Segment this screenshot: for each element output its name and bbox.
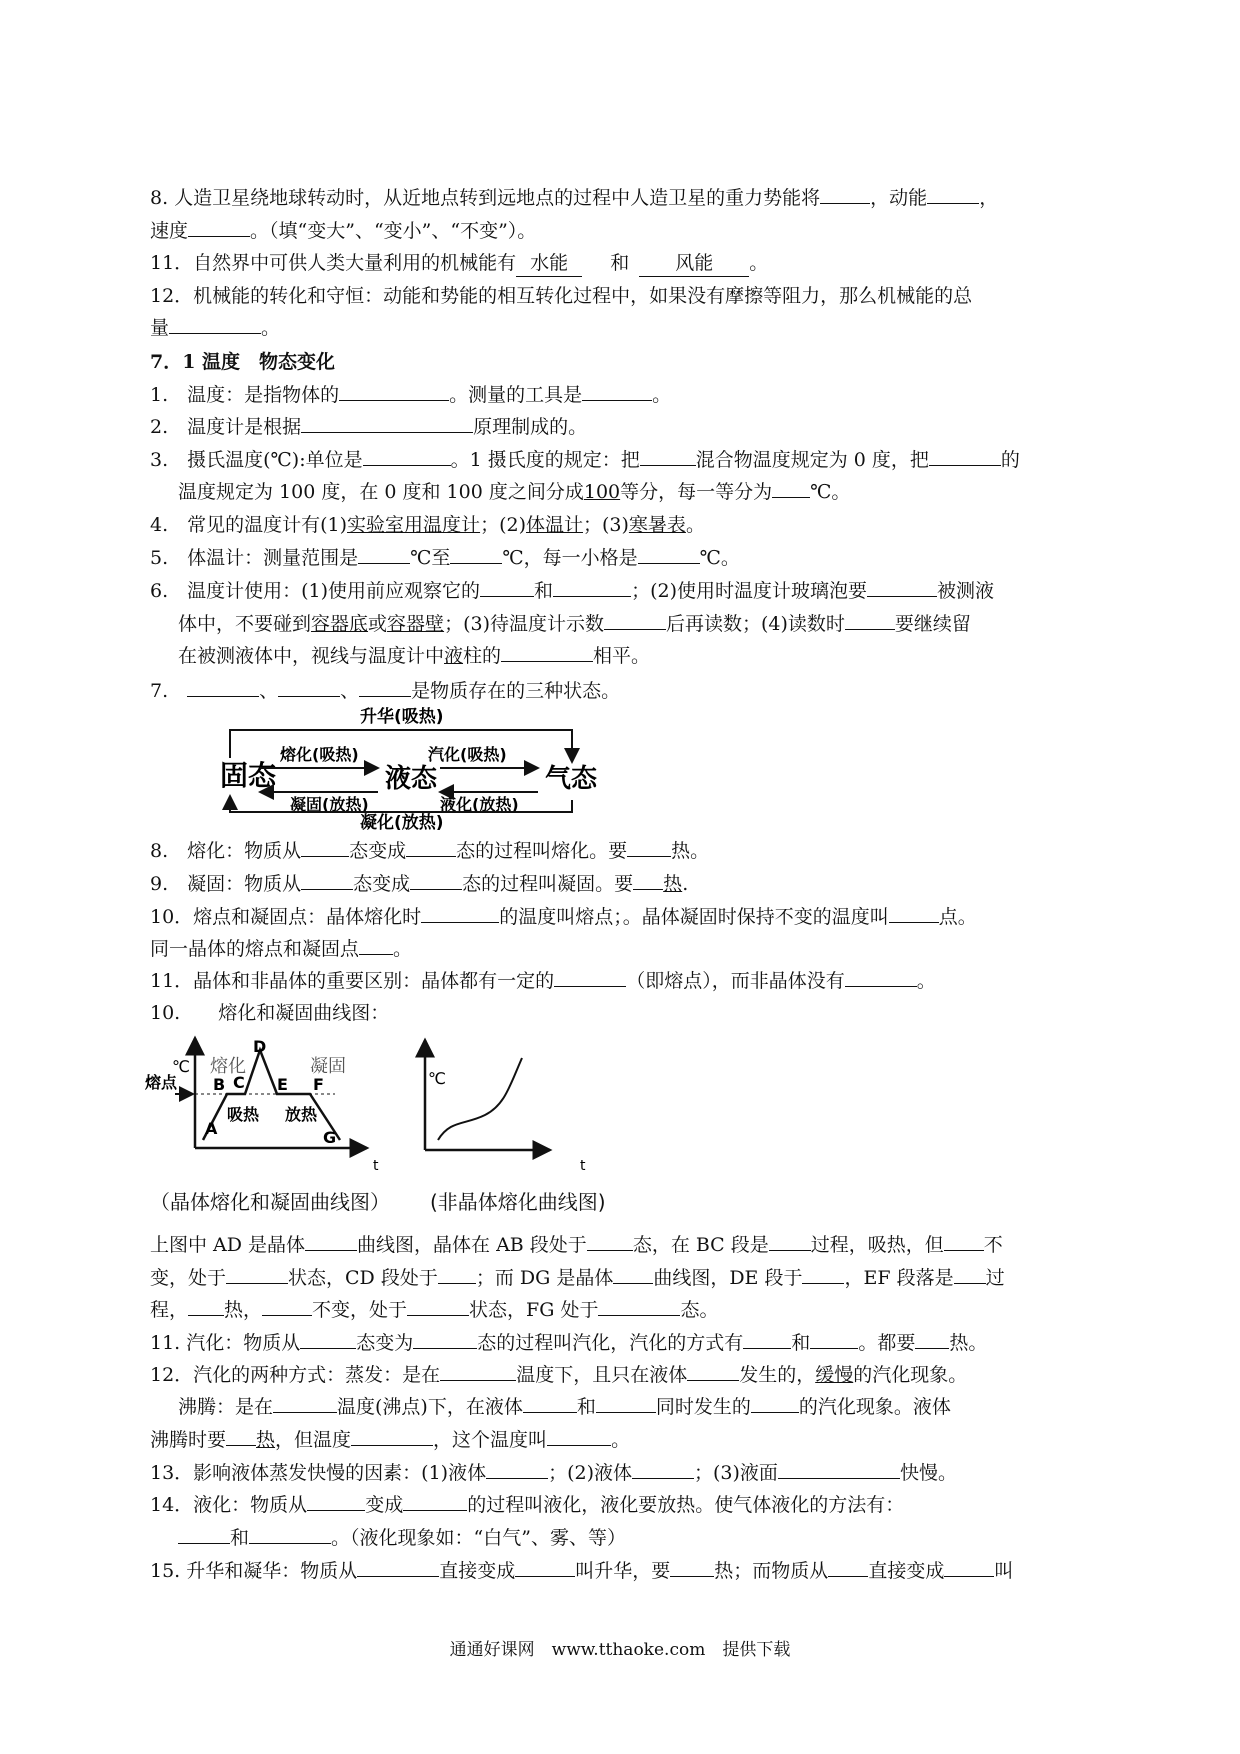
sublimation-label: 升华(吸热) (360, 707, 444, 727)
item-1: 1. 温度：是指物体的 。测量的工具是 。 (150, 384, 672, 406)
blank[interactable] (301, 414, 473, 433)
blank[interactable] (351, 1427, 433, 1446)
blank[interactable] (278, 678, 340, 697)
blank[interactable] (596, 1394, 656, 1413)
blank[interactable] (188, 218, 250, 237)
item-6-line1: 6. 温度计使用：(1)使用前应观察它的 和 ；(2)使用时温度计玻璃泡要 被测液 (150, 580, 994, 602)
blank[interactable] (407, 1297, 469, 1316)
blank[interactable] (915, 1330, 949, 1349)
blank[interactable] (359, 936, 393, 955)
blank[interactable] (357, 1558, 439, 1577)
time-axis-label: t (373, 1158, 379, 1174)
blank[interactable] (438, 1265, 476, 1284)
question-12-line1: 12．机械能的转化和守恒：动能和势能的相互转化过程中，如果没有摩擦等阻力，那么机械能的总 (150, 285, 973, 307)
blank[interactable] (300, 1330, 356, 1349)
solid-label: 固态 (220, 759, 277, 792)
blank[interactable] (480, 578, 534, 597)
blank[interactable] (262, 1297, 312, 1316)
question-15: 15. 升华和凝华：物质从 直接变成 叫升华，要 热；而物质从 直接变成 叫 (150, 1560, 1014, 1582)
blank[interactable] (450, 545, 502, 564)
blank[interactable] (604, 611, 666, 630)
blank[interactable] (778, 1460, 900, 1479)
blank[interactable] (410, 871, 462, 890)
item-10-line2: 同一晶体的熔点和凝固点 。 (150, 938, 413, 960)
absorb-label: 吸热 (227, 1105, 260, 1124)
blank[interactable] (187, 678, 259, 697)
blank[interactable] (486, 1460, 548, 1479)
caption-crystal: （晶体熔化和凝固曲线图） (150, 1190, 390, 1214)
item-9: 9. 凝固：物质从 态变成 态的过程叫凝固。要 热. (150, 873, 689, 895)
question-8-line1: 8. 人造卫星绕地球转动时，从近地点转到远地点的过程中人造卫星的重力势能将 ，动能 ， (150, 187, 999, 209)
blank[interactable] (828, 1558, 868, 1577)
blank[interactable] (929, 447, 1001, 466)
liquefying-label: 液化(放热) (440, 795, 519, 814)
blank[interactable] (627, 838, 671, 857)
question-12-line2: 量 。 (150, 317, 281, 339)
vaporizing-label: 汽化(吸热) (428, 745, 507, 764)
blank[interactable] (613, 1265, 653, 1284)
gas-label: 气态 (545, 764, 598, 794)
point-e: E (277, 1075, 288, 1094)
blank[interactable] (523, 1394, 577, 1413)
question-12-boiling: 沸腾：是在 温度(沸点)下，在液体 和 同时发生的 的汽化现象。液体 (178, 1396, 951, 1418)
point-g: G (323, 1128, 337, 1147)
blank[interactable] (403, 1492, 467, 1511)
filled-answer: 水能 (516, 250, 582, 277)
celsius-label: ℃ (172, 1057, 190, 1076)
blank[interactable] (440, 1362, 516, 1381)
blank[interactable] (358, 545, 410, 564)
blank[interactable] (598, 1297, 680, 1316)
blank[interactable] (501, 643, 593, 662)
point-a: A (205, 1119, 218, 1138)
item-11: 11．晶体和非晶体的重要区别：晶体都有一定的 （即熔点），而非晶体没有 。 (150, 970, 936, 992)
question-12-boiling-2: 沸腾时要 热，但温度 ，这个温度叫 。 (150, 1429, 631, 1451)
item-3-line2: 温度规定为 100 度，在 0 度和 100 度之间分成100等分，每一等分为 ℃。 (178, 481, 851, 503)
blank[interactable] (640, 447, 696, 466)
item-3-line1: 3. 摄氏温度(℃):单位是 。1 摄氏度的规定：把 混合物温度规定为 0 度，把 的 (150, 449, 1020, 471)
point-c: C (233, 1073, 245, 1092)
blank[interactable] (889, 904, 939, 923)
melting-point-label: 熔点 (145, 1073, 178, 1092)
blank[interactable] (188, 1297, 224, 1316)
item-8: 8. 熔化：物质从 态变成 态的过程叫熔化。要 热。 (150, 840, 710, 862)
item-4: 4. 常见的温度计有(1)实验室用温度计；(2)体温计；(3)寒暑表。 (150, 514, 705, 536)
blank[interactable] (226, 1427, 256, 1446)
melting-label: 熔化(吸热) (280, 745, 359, 764)
blank[interactable] (867, 578, 937, 597)
para-line1: 上图中 AD 是晶体 曲线图，晶体在 AB 段处于 态，在 BC 段是 过程，吸热，但 不 (150, 1234, 1003, 1256)
para-line3: 程， 热， 不变，处于 状态，FG 处于 态。 (150, 1299, 719, 1321)
blank[interactable] (169, 315, 261, 334)
point-d: D (253, 1037, 267, 1056)
solidifying-label: 凝固(放热) (290, 795, 369, 814)
blank[interactable] (944, 1558, 994, 1577)
item-6-line2: 体中，不要碰到容器底或容器壁；(3)待温度计示数 后再读数；(4)读数时 要继续留 (178, 613, 971, 635)
item-10-curves-title: 10. 熔化和凝固曲线图： (150, 1002, 390, 1024)
blank[interactable] (273, 1394, 337, 1413)
blank[interactable] (845, 968, 917, 987)
question-14-line1: 14．液化：物质从 变成 的过程叫液化，液化要放热。使气体液化的方法有： (150, 1494, 905, 1516)
item-2: 2. 温度计是根据 原理制成的。 (150, 416, 588, 438)
blank[interactable] (638, 545, 700, 564)
blank[interactable] (587, 1232, 633, 1251)
blank[interactable] (772, 479, 810, 498)
time-axis-label: t (580, 1158, 586, 1174)
crystal-curve-diagram (145, 1030, 385, 1180)
blank[interactable] (670, 1558, 714, 1577)
blank[interactable] (249, 1525, 331, 1544)
melt-label: 熔化 (210, 1056, 246, 1077)
blank[interactable] (687, 1362, 739, 1381)
blank[interactable] (769, 1232, 811, 1251)
question-11-vaporization: 11. 汽化：物质从 态变为 态的过程叫汽化，汽化的方式有 和 。都要 热。 (150, 1332, 988, 1354)
blank[interactable] (632, 1460, 694, 1479)
blank[interactable] (339, 382, 449, 401)
liquid-label: 液态 (385, 764, 438, 794)
amorphous-curve-diagram (410, 1030, 610, 1180)
blank[interactable] (553, 578, 631, 597)
section-title: 7．1 温度 物态变化 (150, 351, 336, 373)
release-label: 放热 (285, 1105, 318, 1124)
blank[interactable] (927, 185, 979, 204)
blank[interactable] (406, 838, 456, 857)
blank[interactable] (633, 871, 663, 890)
blank[interactable] (413, 1330, 477, 1349)
point-f: F (313, 1075, 324, 1094)
blank[interactable] (301, 871, 353, 890)
blank[interactable] (226, 1265, 288, 1284)
blank[interactable] (554, 968, 626, 987)
question-11-line: 11．自然界中可供人类大量利用的机械能有 水能 和 风能 。 (150, 250, 768, 277)
blank[interactable] (743, 1330, 791, 1349)
blank[interactable] (178, 1525, 230, 1544)
blank[interactable] (820, 185, 870, 204)
page-footer: 通通好课网 www.tthaoke.com 提供下载 (449, 1640, 791, 1660)
solidify-label: 凝固 (310, 1056, 346, 1077)
item-10-line1: 10．熔点和凝固点：晶体熔化时 的温度叫熔点；。晶体凝固时保持不变的温度叫 点。 (150, 906, 977, 928)
blank[interactable] (954, 1265, 986, 1284)
blank[interactable] (944, 1232, 984, 1251)
celsius-label: ℃ (428, 1069, 446, 1088)
blank[interactable] (301, 838, 349, 857)
blank[interactable] (363, 447, 451, 466)
blank[interactable] (515, 1558, 575, 1577)
point-b: B (213, 1075, 226, 1094)
blank[interactable] (421, 904, 499, 923)
deposition-label: 凝化(放热) (360, 813, 444, 830)
question-14-line2: 和 。（液化现象如：“白气”、雾、等） (178, 1525, 626, 1551)
blank[interactable] (305, 1232, 357, 1251)
blank[interactable] (751, 1394, 799, 1413)
item-5: 5. 体温计：测量范围是 ℃至 ℃，每一小格是 ℃。 (150, 547, 740, 569)
blank[interactable] (307, 1492, 365, 1511)
state-change-diagram (200, 700, 620, 830)
filled-answer: 风能 (639, 250, 749, 277)
blank[interactable] (845, 611, 895, 630)
para-line2: 变，处于 状态，CD 段处于 ；而 DG 是晶体 曲线图，DE 段于 ，EF 段落是 过 (150, 1267, 1005, 1289)
blank[interactable] (547, 1427, 611, 1446)
question-13: 13．影响液体蒸发快慢的因素：(1)液体 ；(2)液体 ；(3)液面 快慢。 (150, 1462, 957, 1484)
blank[interactable] (359, 678, 411, 697)
item-6-line3: 在被测液体中，视线与温度计中液柱的 相平。 (178, 645, 651, 667)
caption-amorphous: (非晶体熔化曲线图) (430, 1190, 606, 1214)
question-8-line2: 速度 。（填“变大”、“变小”、“不变”）。 (150, 220, 537, 242)
blank[interactable] (810, 1330, 858, 1349)
blank[interactable] (582, 382, 652, 401)
blank[interactable] (802, 1265, 844, 1284)
item-7: 7. 、 、 是物质存在的三种状态。 (150, 680, 621, 702)
question-12-evaporation: 12．汽化的两种方式：蒸发：是在 温度下，且只在液体 发生的，缓慢的汽化现象。 (150, 1364, 968, 1386)
